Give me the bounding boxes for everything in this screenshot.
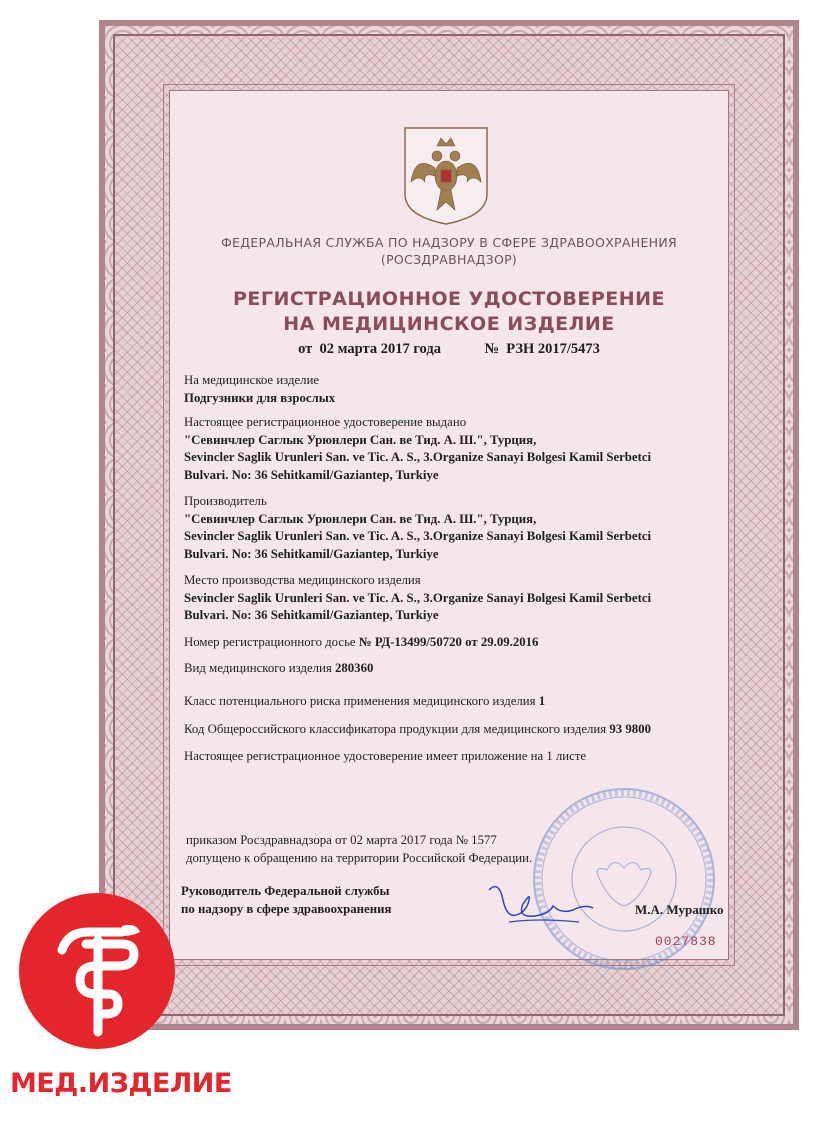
production-line: Sevincler Saglik Urunleri San. ve Tic. A. S., 3.Organize Sanayi Bolgesi Kamil Serbetci xyxy=(184,590,652,605)
medical-caduceus-icon xyxy=(18,892,176,1050)
manufacturer-line: Bulvari. No: 36 Sehitkamil/Gaziantep, Turkiye xyxy=(184,546,439,561)
serial-number: 0027838 xyxy=(655,934,717,949)
risk-value: 1 xyxy=(538,694,546,708)
device-block xyxy=(184,372,744,407)
device-name: Подгузники для взрослых xyxy=(184,390,336,405)
doc-title-line2: НА МЕДИЦИНСКОЕ ИЗДЕЛИЕ xyxy=(283,313,615,335)
dossier-value: № РД-13499/50720 от 29.09.2016 xyxy=(358,635,539,649)
device-label: На медицинское изделие xyxy=(184,373,320,387)
badge-label: МЕД.ИЗДЕЛИЕ xyxy=(10,1068,232,1099)
certificate-document xyxy=(99,20,799,1030)
date-number-line xyxy=(99,341,799,358)
manufacturer-label: Производитель xyxy=(184,494,267,508)
head-title-line: по надзору в сфере здравоохранения xyxy=(181,901,392,916)
issued-line: Sevincler Saglik Urunleri San. ve Tic. A. S., 3.Organize Sanayi Bolgesi Kamil Serbetci xyxy=(184,450,652,464)
kind-row xyxy=(184,660,744,678)
production-line: Bulvari. No: 36 Sehitkamil/Gaziantep, Turkiye xyxy=(184,608,439,622)
okp-row xyxy=(184,721,744,739)
registration-number: № РЗН 2017/5473 xyxy=(484,341,600,357)
appendix-note: Настоящее регистрационное удостоверение имеет приложение на 1 листе xyxy=(184,749,587,763)
kind-value: 280360 xyxy=(334,661,374,675)
manufacturer-line: "Севинчлер Саглык Урюнлери Сан. ве Тид. А. Ш.", Турция, xyxy=(184,511,537,526)
issued-label: Настоящее регистрационное удостоверение выдано xyxy=(184,415,467,429)
coat-of-arms-icon xyxy=(401,124,491,226)
order-line: приказом Росздравнадзора от 02 марта 2017 года № 1577 xyxy=(186,833,497,847)
okp-value: 93 9800 xyxy=(609,722,651,736)
issued-block xyxy=(184,414,744,484)
agency-abbr: (РОСЗДРАВНАДЗОР) xyxy=(380,252,518,267)
order-line: допущено к обращению на территории Российской Федерации. xyxy=(186,850,533,865)
signature-icon xyxy=(469,870,599,950)
risk-label: Класс потенциального риска применения медицинского изделия xyxy=(184,694,536,708)
manufacturer-block xyxy=(184,493,744,563)
okp-label: Код Общероссийского классификатора продукции для медицинского изделия xyxy=(184,722,607,736)
doc-title-line1: РЕГИСТРАЦИОННОЕ УДОСТОВЕРЕНИЕ xyxy=(232,288,666,310)
agency-name: ФЕДЕРАЛЬНАЯ СЛУЖБА ПО НАДЗОРУ В СФЕРЕ ЗДРАВООХРАНЕНИЯ xyxy=(221,235,677,250)
dossier-row xyxy=(184,634,744,652)
risk-row xyxy=(184,693,744,711)
dossier-label: Номер регистрационного досье xyxy=(184,635,356,649)
production-label: Место производства медицинского изделия xyxy=(184,573,421,587)
head-name: М.А. Мурашко xyxy=(635,902,724,917)
manufacturer-line: Sevincler Saglik Urunleri San. ve Tic. A. S., 3.Organize Sanayi Bolgesi Kamil Serbetci xyxy=(184,529,652,543)
head-title-line: Руководитель Федеральной службы xyxy=(181,884,390,898)
issue-date: от 02 марта 2017 года xyxy=(298,341,441,357)
issued-line: "Севинчлер Саглык Урюнлери Сан. ве Тид. А. Ш.", Турция, xyxy=(184,432,537,447)
kind-label: Вид медицинского изделия xyxy=(184,661,332,675)
order-block xyxy=(186,832,746,867)
production-block xyxy=(184,572,744,625)
issued-line: Bulvari. No: 36 Sehitkamil/Gaziantep, Turkiye xyxy=(184,467,439,482)
